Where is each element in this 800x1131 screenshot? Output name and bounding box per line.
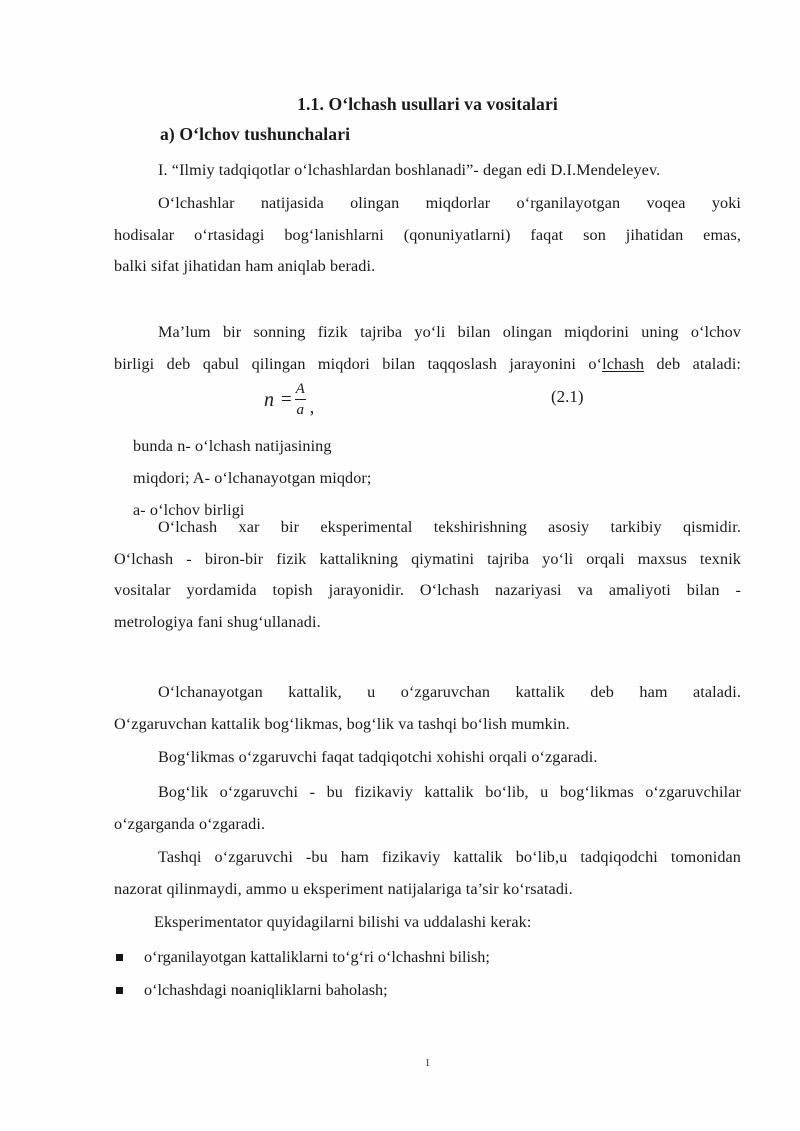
bullet-text: o‘lchashdagi noaniqliklarni baholash; (144, 981, 388, 999)
equation-number: (2.1) (551, 387, 584, 406)
text-line: miqdori; A- o‘lchanayotgan miqdor; (133, 469, 372, 487)
text-line: O‘lchanayotgan kattalik, u o‘zgaruvchan kattalik deb ham ataladi. (158, 683, 741, 701)
fraction (295, 382, 306, 419)
intro-line: I. “Ilmiy tadqiqotlar o‘lchashlardan boshlanadi”- degan edi D.I.Mendeleyev. (158, 161, 661, 179)
text-line: Tashqi o‘zgaruvchi -bu ham fizikaviy kattalik bo‘lib,u tadqiqodchi tomonidan (158, 848, 741, 866)
bullet-item (116, 942, 741, 974)
text-line: o‘zgarganda o‘zgaradi. (114, 814, 266, 833)
text-line: O‘lchashlar natijasida olingan miqdorlar o‘rganilayotgan voqea yoki (158, 194, 741, 212)
text-line: bunda n- o‘lchash natijasining (133, 437, 332, 455)
text-line: metrologiya fani shug‘ullanadi. (114, 612, 321, 631)
page-title: 1.1. O‘lchash usullari va vositalari (297, 94, 558, 114)
text-line: balki sifat jihatidan ham aniqlab beradi. (114, 257, 376, 276)
underlined-term: lchash (602, 354, 645, 373)
equals-sign: = (281, 389, 292, 410)
equation (264, 374, 314, 426)
text-line: vositalar yordamida topish jarayonidir. O‘lchash nazariyasi va amaliyoti bilan - (114, 581, 741, 600)
bullet-item (116, 975, 741, 1007)
paragraph-boglikmas: Bog‘likmas o‘zgaruvchi faqat tadqiqotchi xohishi orqali o‘zgaradi. (158, 748, 598, 766)
equation-row (114, 374, 741, 426)
paragraph-olchash (114, 512, 741, 638)
bullet-text: o‘rganilayotgan kattaliklarni to‘g‘ri o‘lchashni bilish; (144, 948, 490, 966)
text-line: a- o‘lchov birligi (133, 501, 245, 519)
paragraph-results (114, 188, 741, 283)
text-line: hodisalar o‘rtasidagi bog‘lanishlarni (qonuniyatlarni) faqat son jihatidan emas, (114, 225, 741, 244)
text-line: O‘zgaruvchan kattalik bog‘likmas, bog‘lik va tashqi bo‘lish mumkin. (114, 714, 570, 733)
text-line: Bog‘lik o‘zgaruvchi - bu fizikaviy kattalik bo‘lib, u bog‘likmas o‘zgaruvchilar (158, 783, 741, 801)
text-line: Ma’lum bir sonning fizik tajriba yo‘li bilan olingan miqdorini uning o‘lchov (158, 323, 741, 341)
paragraph-boglik (114, 777, 741, 840)
paragraph-tashqi (114, 842, 741, 905)
text-line: O‘lchash - biron-bir fizik kattalikning qiymatini tajriba yo‘li orqali maxsus texnik (114, 549, 741, 568)
fraction-numerator: A (295, 380, 305, 397)
text-segment: birligi deb qabul qilingan miqdori bilan taqqoslash jarayonini o‘ (114, 354, 603, 373)
fraction-denominator: a (296, 402, 304, 419)
equation-comma: , (309, 396, 315, 417)
square-bullet-icon (116, 987, 123, 994)
paragraph-malum (114, 317, 741, 380)
square-bullet-icon (116, 954, 123, 961)
text-segment: deb ataladi: (644, 354, 742, 373)
page-number: 1 (424, 1057, 431, 1069)
section-heading: a) O‘lchov tushunchalari (160, 124, 351, 144)
paragraph-kattalik (114, 677, 741, 740)
equation-lhs: n (264, 388, 274, 411)
text-line: nazorat qilinmaydi, ammo u eksperiment natijalariga ta’sir ko‘rsatadi. (114, 879, 573, 898)
text-line: O‘lchash xar bir eksperimental tekshirishning asosiy tarkibiy qismidir. (158, 518, 741, 536)
paragraph-eksperimentator: Eksperimentator quyidagilarni bilishi va uddalashi kerak: (154, 913, 532, 931)
